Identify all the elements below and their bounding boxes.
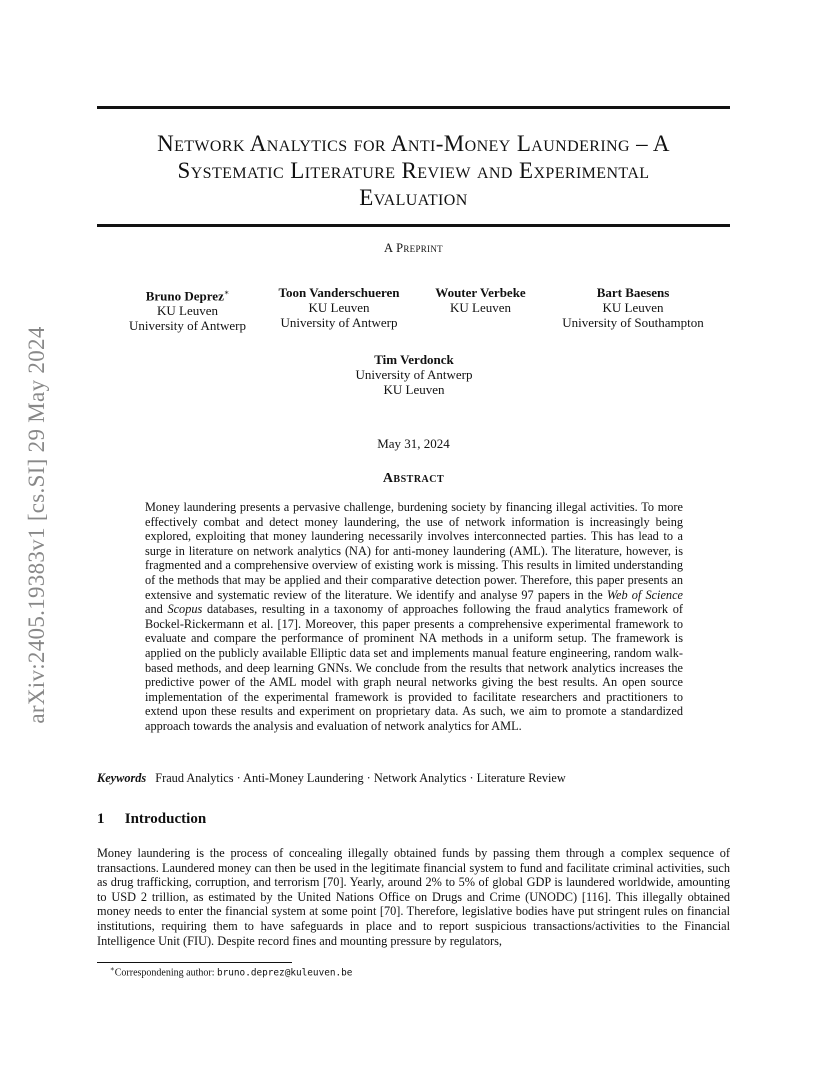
keywords-line (97, 771, 566, 786)
abstract-body: Money laundering presents a pervasive challenge, burdening society by financing illegal activities. To more effectively combat and detect money laundering, the use of network information is increasingly being explored, exploiting that money laundering necessarily involves interconnected parties. This has lead to a surge in literature on network analytics (NA) for anti-money laundering (AML). The literature, however, is fragmented and a comprehensive overview of existing work is missing. This results in limited understanding of the methods that may be applied and their comparative detection power. Therefore, this paper presents an extensive and systematic review of the literature. We identify and analyse 97 papers in the Web of Science and Scopus databases, resulting in a taxonomy of approaches following the fraud analytics framework of Bockel-Rickermann et al. [17]. Moreover, this paper presents a comprehensive experimental framework to evaluate and compare the performance of prominent NA methods in a uniform setup. The framework is applied on the publicly available Elliptic data set and implements manual feature engineering, random walk-based methods, and deep learning GNNs. We conclude from the results that network analytics increases the predictive power of the AML model with graph neural networks giving the best results. An open source implementation of the experimental framework is provided to facilitate researchers and practitioners to extend upon these results and experiment on proprietary data. As such, we aim to promote a standardized approach towards the analysis and evaluation of network analytics for AML. (145, 500, 683, 733)
author-email: bruno.deprez@kuleuven.be (216, 967, 353, 979)
section-number: 1 (97, 811, 105, 827)
author-block (548, 285, 718, 330)
author-affiliation: University of Southampton (562, 315, 704, 330)
author-block (334, 352, 494, 397)
author-affiliation: KU Leuven (308, 300, 370, 315)
author-affiliation: KU Leuven (602, 300, 664, 315)
abstract-emphasis: Web of Science (606, 587, 683, 602)
author-name: Tim Verdonck (374, 352, 454, 367)
preprint-label: A Preprint (384, 241, 443, 255)
author-block (265, 285, 413, 330)
keywords-list: Fraud Analytics · Anti-Money Laundering · Network Analytics · Literature Review (155, 771, 566, 785)
footnote-rule (97, 962, 292, 963)
author-affiliation: University of Antwerp (280, 315, 398, 330)
section-heading (97, 811, 206, 828)
arxiv-identifier-text: arXiv:2405.19383v1 [cs.SI] 29 May 2024 (24, 326, 49, 724)
paper-title (97, 130, 730, 211)
introduction-paragraph: Money laundering is the process of concealing illegally obtained funds by passing them through a complex sequence of transactions. Laundered money can then be used in the legitimate financial system to fund and facilitate criminal activities, such as drug trafficking, corruption, and terrorism [70]. Yearly, around 2% to 5% of global GDP is laundered worldwide, amounting to USD 2 trillion, as estimated by the United Nations Office on Drugs and Crime (UNODC) [116]. This illegally obtained money needs to enter the financial system at some point [70]. Therefore, legislative bodies have put stringent rules on financial institutions, requiring them to have safeguards in place and to report suspicious transactions/activities to the Financial Intelligence Unit (FIU). Despite record fines and mounting pressure by regulators, (97, 846, 730, 948)
author-affiliation: KU Leuven (156, 303, 218, 319)
keywords-label: Keywords (97, 771, 147, 785)
author-block (110, 285, 265, 333)
abstract-emphasis: Scopus (167, 602, 203, 617)
author-name: Bart Baesens (596, 285, 670, 300)
title-top-rule (97, 106, 730, 109)
author-block (423, 285, 538, 315)
abstract-heading: Abstract (382, 471, 445, 486)
author-affiliation: University of Antwerp (129, 318, 246, 334)
title-line: Systematic Literature Review and Experimental (177, 158, 650, 183)
arxiv-identifier (18, 290, 56, 760)
footnote: ∗Correspondening author: bruno.deprez@kuleuven.be (110, 965, 353, 979)
section-title: Introduction (124, 811, 207, 827)
author-affiliation: University of Antwerp (355, 367, 473, 382)
author-name: Wouter Verbeke (435, 285, 526, 300)
author-name: Toon Vanderschueren (278, 285, 400, 300)
title-line: Evaluation (359, 185, 468, 210)
title-line: Network Analytics for Anti-Money Laundering – A (157, 131, 670, 156)
author-name: Bruno Deprez∗ (145, 288, 230, 304)
publication-date: May 31, 2024 (377, 436, 450, 451)
author-affiliation: KU Leuven (449, 300, 511, 315)
author-affiliation: KU Leuven (383, 382, 445, 397)
title-bottom-rule (97, 224, 730, 227)
